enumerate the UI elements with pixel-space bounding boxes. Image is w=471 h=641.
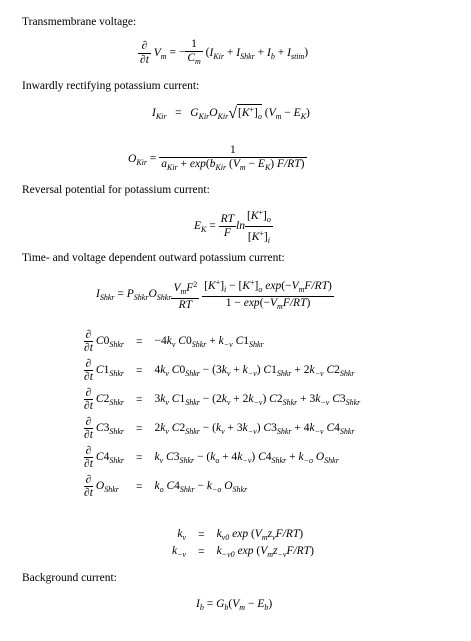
rate-constants <box>172 526 314 560</box>
equation-voltage: $\frac{\partial}{\partial t}$ $V_m$ = − $\frac{1}{C_m}$ $(I_{Kir} + I_{Shkr} + I_b + I_{stim})$ <box>140 38 309 66</box>
equation-kminusv: $k_{-v}$ = $k_{-v0}$ $\exp (V_mz_{-v}F/RT)$ <box>172 544 314 559</box>
markov-system <box>84 327 360 501</box>
equation-c4: ∂ ∂t $C4_{Shkr}$ = $k_v$ $C3_{Shkr} - (k_o + 4k_{-v}) C4_{Shkr} + k_{-o}$ $O_{Shkr}$ <box>84 445 339 470</box>
equation-ib: $I_b = G_b(V_m - E_b)$ <box>196 598 273 612</box>
equation-ishkr: $I_{Shkr} = P_{Shkr}O_{Shkr}$ $\frac{V_mF^2}{RT}$ $\frac{[K^+]_i - [K^+]_o \exp(-V_mF/RT)}{1 - \exp(-V_mF/RT)}$ <box>96 278 332 311</box>
equation-okir: $O_{Kir}$ = $\frac{1}{a_{Kir} + \exp(b_{Kir} (V_m - E_K) F/RT)}$ <box>128 144 305 172</box>
heading-reversal: Reversal potential for potassium current: <box>22 184 210 196</box>
equation-ek: $E_K$ = $\frac{RT}{F}$ ln $\frac{[K^+]_o}{[K^+]_i}$ <box>194 208 271 245</box>
heading-transmembrane: Transmembrane voltage: <box>22 16 137 28</box>
equation-o: ∂ ∂t $O_{Shkr}$ = $k_o$ $C4_{Shkr} - k_{-o}$ $O_{Shkr}$ <box>84 474 248 499</box>
equation-c2: ∂ ∂t $C2_{Shkr}$ = $3k_v$ $C1_{Shkr} - (2k_v + 2k_{-v}) C2_{Shkr} + 3k_{-v}$ $C3_{Shkr}$ <box>84 387 361 412</box>
heading-shkr: Time- and voltage dependent outward potassium current: <box>22 252 285 264</box>
equation-c3: ∂ ∂t $C3_{Shkr}$ = $2k_v$ $C2_{Shkr} - (k_v + 3k_{-v}) C3_{Shkr} + 4k_{-v}$ $C4_{Shkr}$ <box>84 416 355 441</box>
equation-kv: $k_v$ = $k_{v0}$ $\exp (V_mz_vF/RT)$ <box>177 527 304 542</box>
equation-c0: ∂ ∂t $C0_{Shkr}$ = $-4k_v$ $C0_{Shkr} + k_{-v}$ $C1_{Shkr}$ <box>84 329 264 354</box>
equation-c1: ∂ ∂t $C1_{Shkr}$ = $4k_v$ $C0_{Shkr} - (3k_v + k_{-v}) C1_{Shkr} + 2k_{-v}$ $C2_{Shkr}$ <box>84 358 355 383</box>
heading-kir: Inwardly rectifying potassium current: <box>22 80 200 92</box>
equation-ikir: $I_{Kir} = G_{Kir}O_{Kir}√[K^+]_o$ $(V_m - E_K)$ <box>152 105 310 122</box>
heading-background: Background current: <box>22 572 117 584</box>
